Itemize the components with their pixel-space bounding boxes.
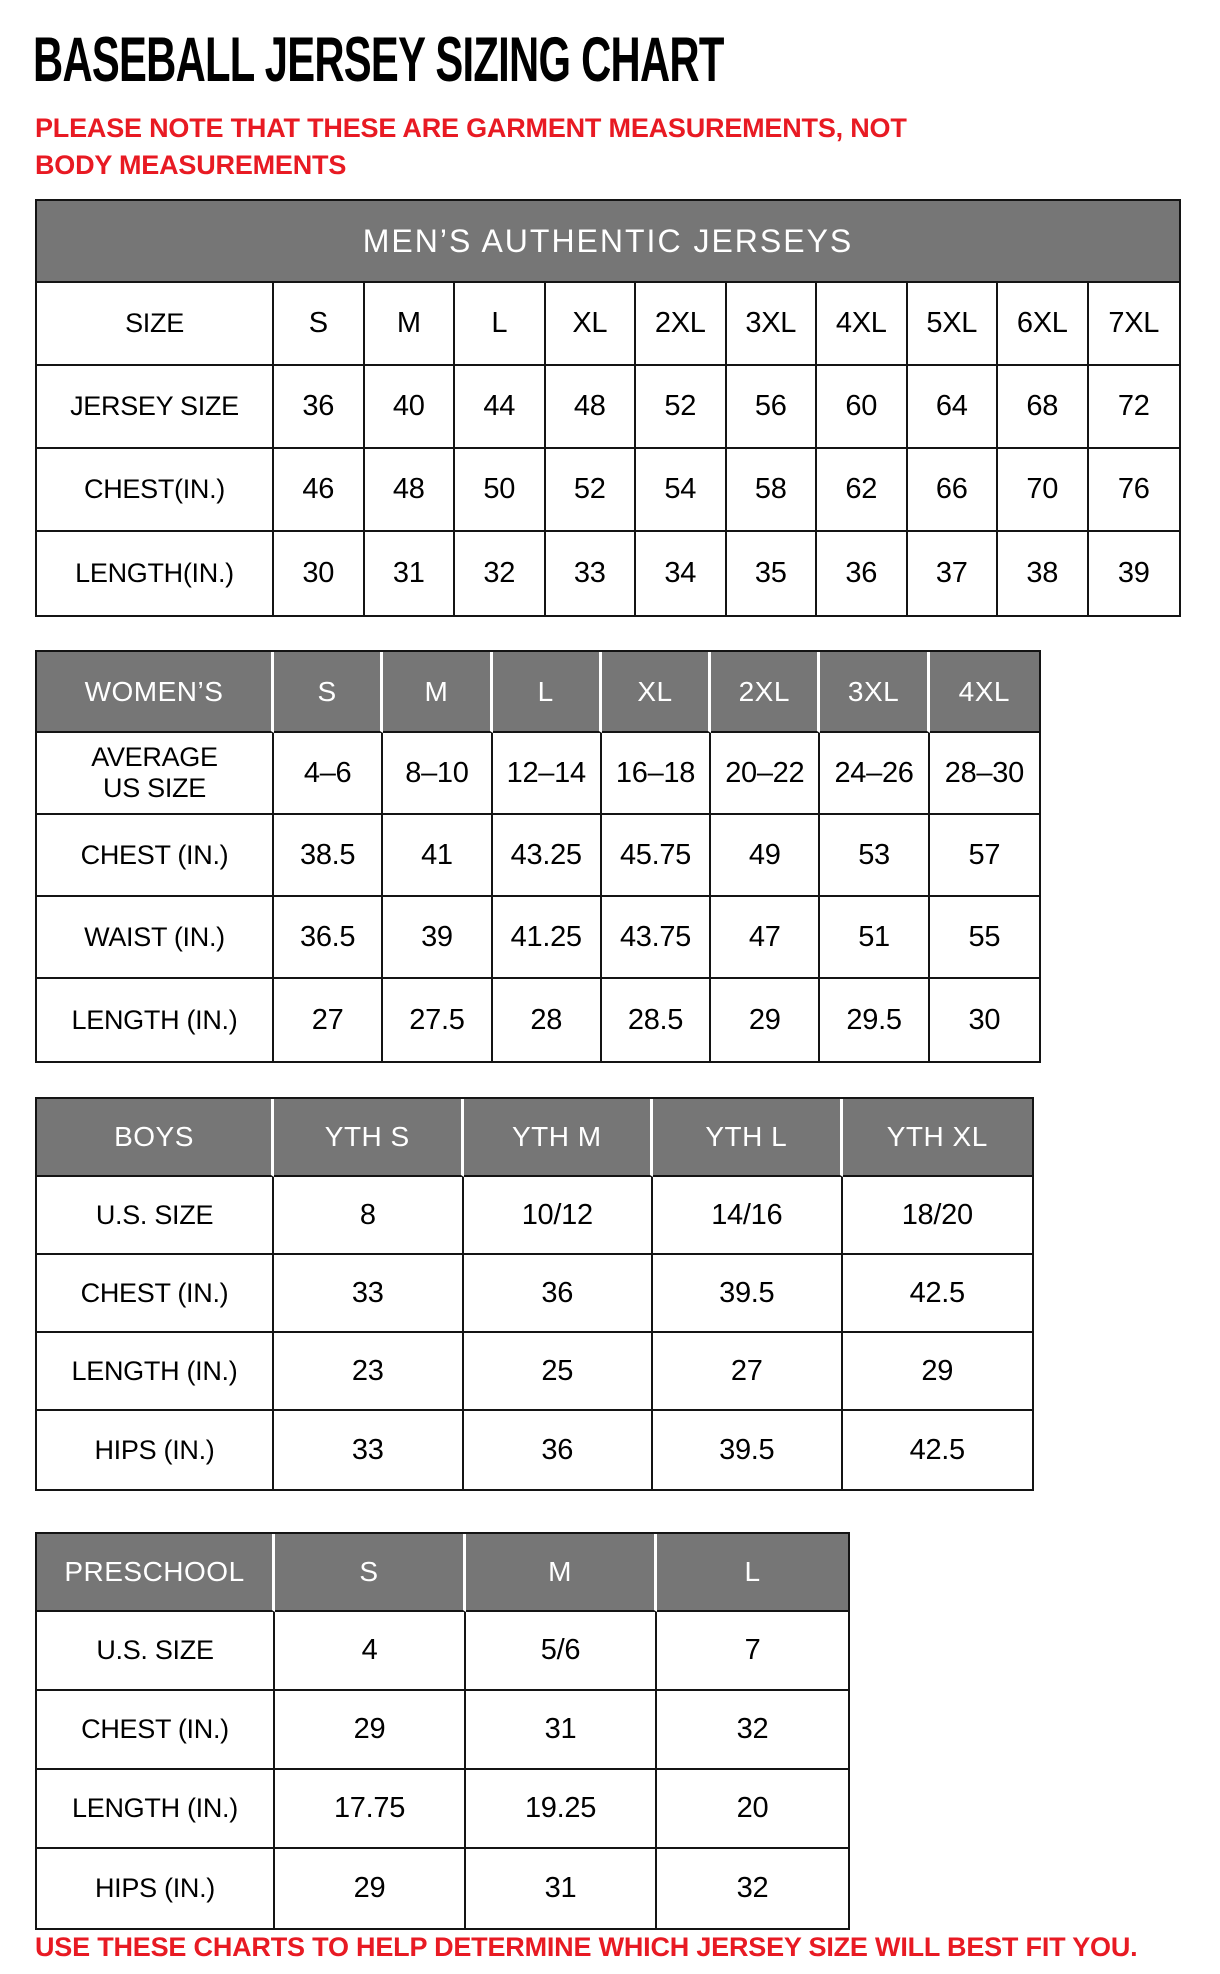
size-value-cell: 70	[998, 449, 1089, 532]
preschool-table	[35, 1532, 850, 1930]
womens-column-header-7: 4XL	[930, 652, 1039, 733]
size-value-cell: 50	[455, 449, 546, 532]
size-value-cell: 60	[817, 366, 908, 449]
table-row	[37, 1691, 848, 1770]
table-row	[37, 532, 1179, 615]
table-row	[37, 1333, 1032, 1411]
size-value-cell: 33	[546, 532, 637, 615]
size-value-cell: 36	[817, 532, 908, 615]
womens-table	[35, 650, 1041, 1063]
size-value-cell: 33	[274, 1255, 464, 1333]
size-value-cell: 32	[736, 1872, 769, 1904]
row-label: LENGTH (IN.)	[37, 1770, 275, 1849]
table-row	[37, 1411, 1032, 1489]
size-value-cell: 4XL	[817, 283, 908, 366]
size-value-cell: 42.5	[843, 1255, 1033, 1333]
size-value-cell: S	[274, 283, 365, 366]
size-value-cell: 52	[636, 366, 727, 449]
size-value-cell: 29	[711, 979, 820, 1061]
size-value-cell: XL	[546, 283, 637, 366]
row-label: CHEST(IN.)	[37, 449, 274, 532]
womens-column-header-6: 3XL	[820, 652, 929, 733]
size-value-cell: 5XL	[908, 283, 999, 366]
size-value-cell: 49	[711, 815, 820, 897]
table-row	[37, 815, 1039, 897]
size-value-cell: 39.5	[653, 1255, 843, 1333]
womens-sizing-table	[35, 650, 1041, 1063]
size-value-cell: 31	[365, 532, 456, 615]
womens-header-label: WOMEN’S	[37, 652, 274, 733]
womens-column-header-2: M	[383, 652, 492, 733]
size-value-cell: 19.25	[466, 1770, 657, 1849]
size-value-cell: 28–30	[930, 733, 1039, 815]
row-label: U.S. SIZE	[37, 1177, 274, 1255]
size-value-cell: 31	[466, 1691, 657, 1770]
size-value-cell: 7	[657, 1612, 848, 1691]
size-value-cell: 25	[464, 1333, 654, 1411]
size-value-cell: 14/16	[653, 1177, 843, 1255]
size-value-cell: 47	[711, 897, 820, 979]
row-label: LENGTH (IN.)	[37, 1333, 274, 1411]
womens-column-header-4: XL	[602, 652, 711, 733]
size-value-cell: 6XL	[998, 283, 1089, 366]
size-value-cell: 36.5	[274, 897, 383, 979]
womens-column-header-1: S	[274, 652, 383, 733]
size-value-cell: 35	[727, 532, 818, 615]
boys-table	[35, 1097, 1034, 1491]
table-row	[37, 283, 1179, 366]
size-value-cell: 39	[1117, 557, 1150, 589]
size-value-cell: 16–18	[602, 733, 711, 815]
row-label: CHEST (IN.)	[37, 1691, 275, 1770]
preschool-column-header-3: L	[657, 1534, 848, 1612]
table-row	[37, 1612, 848, 1691]
size-value-cell: 18/20	[843, 1177, 1033, 1255]
size-value-cell: 72	[1089, 366, 1180, 449]
row-label: AVERAGE US SIZE	[37, 733, 274, 815]
size-value-cell: 30	[274, 532, 365, 615]
size-value-cell: 48	[546, 366, 637, 449]
table-row	[37, 1177, 1032, 1255]
mens-sizing-table	[35, 199, 1181, 617]
table-row	[37, 733, 1039, 815]
size-value-cell: 12–14	[493, 733, 602, 815]
size-value-cell: 48	[365, 449, 456, 532]
table-row	[37, 979, 1039, 1061]
size-value-cell: 27	[274, 979, 383, 1061]
size-value-cell: 58	[727, 449, 818, 532]
size-value-cell: 45.75	[602, 815, 711, 897]
table-row	[37, 366, 1179, 449]
size-value-cell: 46	[274, 449, 365, 532]
size-value-cell: 4–6	[274, 733, 383, 815]
page-title: BASEBALL JERSEY SIZING CHART	[33, 25, 724, 96]
size-value-cell: 43.25	[493, 815, 602, 897]
size-value-cell: 54	[636, 449, 727, 532]
mens-table-banner: MEN’S AUTHENTIC JERSEYS	[37, 201, 1179, 283]
row-label: HIPS (IN.)	[37, 1411, 274, 1489]
size-value-cell: 17.75	[275, 1770, 466, 1849]
size-value-cell: 41.25	[493, 897, 602, 979]
garment-measurements-note: PLEASE NOTE THAT THESE ARE GARMENT MEASUREMENTS, NOT BODY MEASUREMENTS	[35, 113, 907, 180]
size-value-cell: 36	[464, 1255, 654, 1333]
size-value-cell: 27	[653, 1333, 843, 1411]
size-value-cell: 32	[657, 1691, 848, 1770]
size-value-cell: 51	[820, 897, 929, 979]
womens-column-header-3: L	[493, 652, 602, 733]
size-value-cell: 4	[275, 1612, 466, 1691]
row-label: CHEST (IN.)	[37, 815, 274, 897]
row-label: SIZE	[37, 283, 274, 366]
size-value-cell: 64	[908, 366, 999, 449]
size-value-cell: 32	[455, 532, 546, 615]
boys-sizing-table	[35, 1097, 1034, 1491]
size-value-cell: 37	[908, 532, 999, 615]
size-value-cell: 27.5	[383, 979, 492, 1061]
boys-column-header-1: YTH S	[274, 1099, 464, 1177]
size-value-cell: 28	[493, 979, 602, 1061]
table-row	[37, 449, 1179, 532]
size-value-cell: 38	[998, 532, 1089, 615]
size-value-cell: 68	[998, 366, 1089, 449]
size-value-cell: 53	[820, 815, 929, 897]
preschool-column-header-1: S	[275, 1534, 466, 1612]
size-value-cell: 39.5	[653, 1411, 843, 1489]
size-value-cell: 29.5	[820, 979, 929, 1061]
size-value-cell: 62	[817, 449, 908, 532]
size-value-cell: 29	[843, 1333, 1033, 1411]
size-value-cell: 41	[383, 815, 492, 897]
size-value-cell: 8	[274, 1177, 464, 1255]
preschool-header-label: PRESCHOOL	[37, 1534, 275, 1612]
size-value-cell: 30	[968, 1003, 1001, 1036]
boys-column-header-2: YTH M	[464, 1099, 654, 1177]
row-label: LENGTH (IN.)	[37, 979, 274, 1061]
size-value-cell: 42.5	[909, 1433, 965, 1466]
size-value-cell: 29	[275, 1849, 466, 1928]
table-row	[37, 1255, 1032, 1333]
size-value-cell: 20	[657, 1770, 848, 1849]
row-label: LENGTH(IN.)	[37, 532, 274, 615]
size-value-cell: 76	[1089, 449, 1180, 532]
size-value-cell: 39	[383, 897, 492, 979]
table-row	[37, 1770, 848, 1849]
row-label: U.S. SIZE	[37, 1612, 275, 1691]
size-value-cell: 36	[464, 1411, 654, 1489]
table-row	[37, 897, 1039, 979]
size-value-cell: 40	[365, 366, 456, 449]
size-value-cell: 7XL	[1089, 283, 1180, 366]
row-label: WAIST (IN.)	[37, 897, 274, 979]
boys-column-header-4: YTH XL	[843, 1099, 1033, 1177]
size-value-cell: 31	[466, 1849, 657, 1928]
size-value-cell: 66	[908, 449, 999, 532]
footer-note: USE THESE CHARTS TO HELP DETERMINE WHICH JERSEY SIZE WILL BEST FIT YOU.	[35, 1932, 1138, 1962]
size-value-cell: 29	[275, 1691, 466, 1770]
row-label: HIPS (IN.)	[37, 1849, 275, 1928]
size-value-cell: 20–22	[711, 733, 820, 815]
size-value-cell: 28.5	[602, 979, 711, 1061]
size-value-cell: 3XL	[727, 283, 818, 366]
size-value-cell: 33	[274, 1411, 464, 1489]
size-value-cell: 36	[274, 366, 365, 449]
size-value-cell: 2XL	[636, 283, 727, 366]
size-value-cell: 34	[636, 532, 727, 615]
size-value-cell: 5/6	[466, 1612, 657, 1691]
size-value-cell: L	[455, 283, 546, 366]
preschool-column-header-2: M	[466, 1534, 657, 1612]
preschool-sizing-table	[35, 1532, 850, 1930]
size-value-cell: 38.5	[274, 815, 383, 897]
size-value-cell: 44	[455, 366, 546, 449]
size-value-cell: 57	[930, 815, 1039, 897]
size-value-cell: 10/12	[464, 1177, 654, 1255]
table-row	[37, 1849, 848, 1928]
womens-column-header-5: 2XL	[711, 652, 820, 733]
size-value-cell: 24–26	[820, 733, 929, 815]
size-value-cell: M	[365, 283, 456, 366]
boys-header-label: BOYS	[37, 1099, 274, 1177]
boys-column-header-3: YTH L	[653, 1099, 843, 1177]
size-value-cell: 52	[546, 449, 637, 532]
row-label: JERSEY SIZE	[37, 366, 274, 449]
size-value-cell: 56	[727, 366, 818, 449]
row-label: CHEST (IN.)	[37, 1255, 274, 1333]
size-value-cell: 55	[930, 897, 1039, 979]
size-value-cell: 43.75	[602, 897, 711, 979]
size-value-cell: 23	[274, 1333, 464, 1411]
size-value-cell: 8–10	[383, 733, 492, 815]
mens-table	[35, 199, 1181, 617]
